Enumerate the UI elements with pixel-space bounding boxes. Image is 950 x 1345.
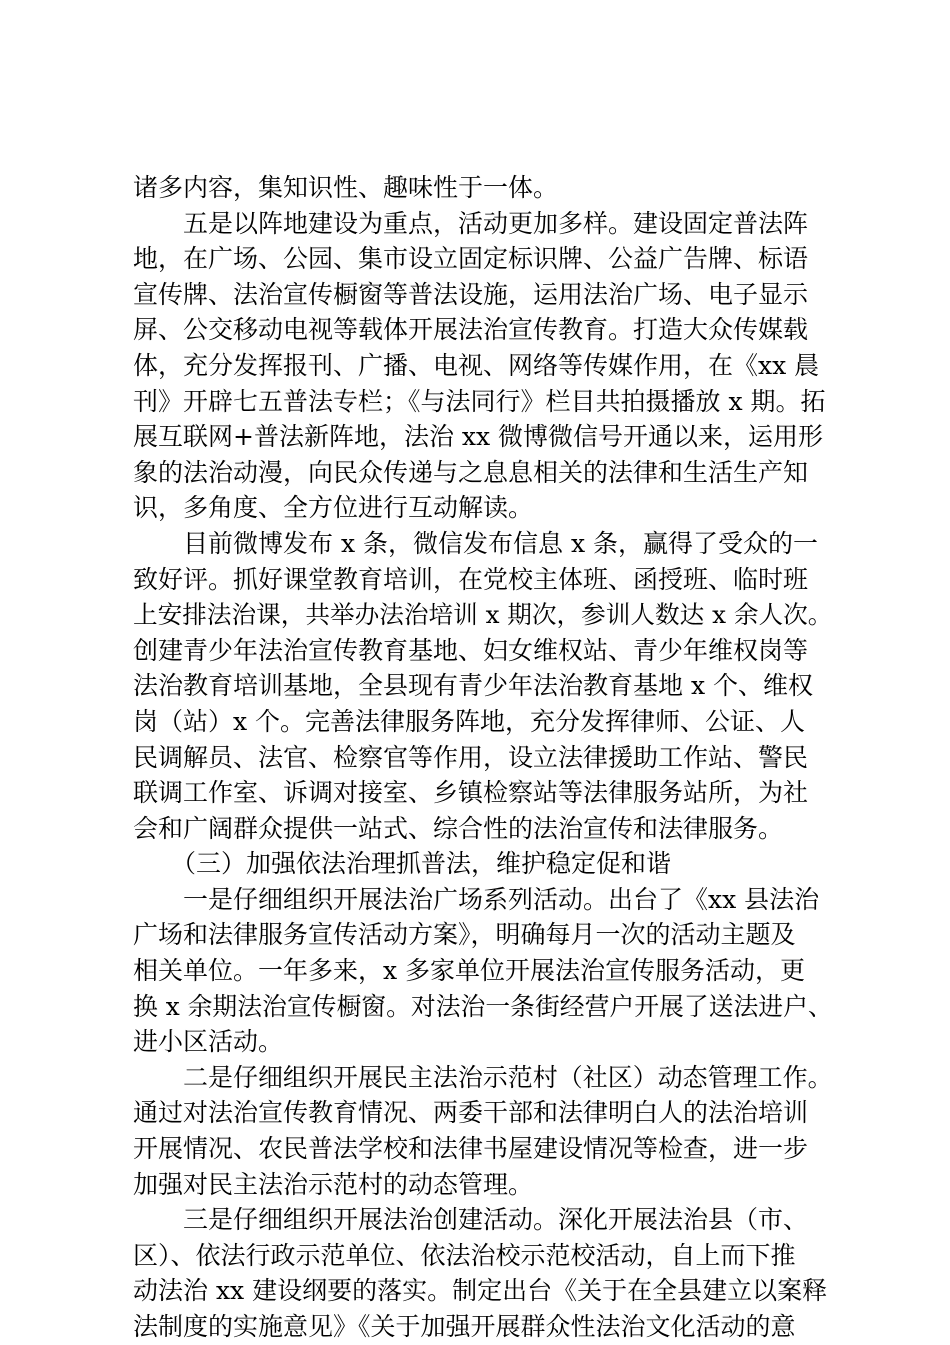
text-line: 象的法治动漫，向民众传递与之息息相关的法律和生活生产知 [133, 457, 809, 487]
text-line: 创建青少年法治宣传教育基地、妇女维权站、青少年维权岗等 [133, 635, 809, 665]
text-line: 展互联网+普法新阵地，法治 xx 微博微信号开通以来，运用形 [133, 422, 824, 452]
text-line: 屏、公交移动电视等载体开展法治宣传教育。打造大众传媒载 [133, 315, 809, 345]
text-line: 进小区活动。 [133, 1027, 284, 1057]
text-line: 民调解员、法官、检察官等作用，设立法律援助工作站、警民 [133, 742, 809, 772]
text-line: 联调工作室、诉调对接室、乡镇检察站等法律服务站所，为社 [133, 778, 809, 808]
text-line: 上安排法治课，共举办法治培训 x 期次，参训人数达 x 余人次。 [133, 600, 833, 630]
text-line: 加强对民主法治示范村的动态管理。 [133, 1169, 534, 1199]
text-line: 通过对法治宣传教育情况、两委干部和法律明白人的法治培训 [133, 1098, 809, 1128]
paragraph-start-line: 一是仔细组织开展法治广场系列活动。出台了《xx 县法治 [183, 884, 820, 914]
text-line: 地，在广场、公园、集市设立固定标识牌、公益广告牌、标语 [133, 244, 809, 274]
text-line: 动法治 xx 建设纲要的落实。制定出台《关于在全县建立以案释 [133, 1276, 828, 1306]
text-line: 诸多内容，集知识性、趣味性于一体。 [133, 173, 559, 202]
text-line: 体，充分发挥报刊、广播、电视、网络等传媒作用，在《xx 晨 [133, 350, 820, 380]
text-line: 岗（站）x 个。完善法律服务阵地，充分发挥律师、公证、人 [133, 706, 806, 736]
text-line: 法制度的实施意见》《关于加强开展群众性法治文化活动的意 [133, 1312, 796, 1341]
text-line: 相关单位。一年多来，x 多家单位开展法治宣传服务活动，更 [133, 956, 806, 986]
paragraph-start-line: 目前微博发布 x 条，微信发布信息 x 条，赢得了受众的一 [183, 528, 818, 558]
text-line: 法治教育培训基地，全县现有青少年法治教育基地 x 个、维权 [133, 671, 813, 701]
document-body [133, 170, 833, 1345]
text-line: 致好评。抓好课堂教育培训，在党校主体班、函授班、临时班 [133, 564, 809, 594]
paragraph-start-line: 三是仔细组织开展法治创建活动。深化开展法治县（市、 [183, 1205, 809, 1235]
paragraph-start-line: 五是以阵地建设为重点，活动更加多样。建设固定普法阵 [183, 208, 809, 238]
text-line: 会和广阔群众提供一站式、综合性的法治宣传和法律服务。 [133, 813, 784, 843]
text-line: 识，多角度、全方位进行互动解读。 [133, 493, 534, 523]
text-line: 换 x 余期法治宣传橱窗。对法治一条街经营户开展了送法进户、 [133, 991, 833, 1021]
text-line: 开展情况、农民普法学校和法律书屋建设情况等检查，进一步 [133, 1134, 809, 1164]
text-line: 宣传牌、法治宣传橱窗等普法设施，运用法治广场、电子显示 [133, 279, 809, 309]
paragraph-start-line: 二是仔细组织开展民主法治示范村（社区）动态管理工作。 [183, 1062, 833, 1092]
text-line: 区）、依法行政示范单位、依法治校示范校活动，自上而下推 [133, 1240, 796, 1270]
section-heading: （三）加强依法治理抓普法，维护稳定促和谐 [171, 849, 672, 879]
text-line: 广场和法律服务宣传活动方案》，明确每月一次的活动主题及 [133, 920, 796, 950]
text-line: 刊》开辟七五普法专栏；《与法同行》栏目共拍摄播放 x 期。拓 [133, 386, 826, 416]
